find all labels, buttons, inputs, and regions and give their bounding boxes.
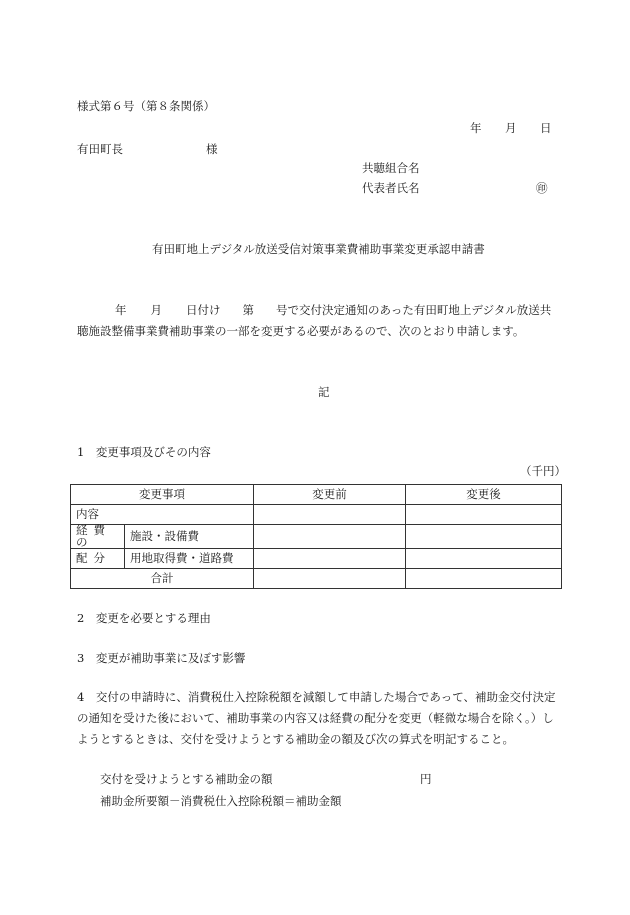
section-4-line-1: 4 交付の申請時に、消費税仕入控除税額を減額して申請した場合であって、補助金交付決定 <box>77 690 556 704</box>
unit-label: （千円） <box>520 464 566 478</box>
body-month: 月 <box>150 303 162 317</box>
content-after-cell[interactable] <box>406 505 562 525</box>
header-change-item: 変更事項 <box>71 485 254 505</box>
row-content-label: 内容 <box>71 505 254 525</box>
expense-label-top: 経費の <box>71 525 125 549</box>
total-after-cell[interactable] <box>406 569 562 589</box>
content-before-cell[interactable] <box>254 505 406 525</box>
change-table <box>70 484 562 589</box>
body-date-suffix: 日付け <box>186 303 221 317</box>
yen-unit: 円 <box>420 772 432 786</box>
body-line-1 <box>77 305 551 317</box>
expense-item-land: 用地取得費・道路費 <box>125 549 254 569</box>
body-year: 年 <box>115 303 127 317</box>
table-row <box>71 569 562 589</box>
body-number-prefix: 第 <box>242 303 254 317</box>
table-header-row <box>71 485 562 505</box>
date-month: 月 <box>505 121 517 135</box>
grant-formula: 補助金所要額－消費税仕入控除税額＝補助金額 <box>100 794 342 808</box>
representative-name-label: 代表者氏名 <box>362 181 420 195</box>
table-row <box>71 505 562 525</box>
body-line-2: 聴施設整備事業費補助事業の一部を変更する必要があるので、次のとおり申請します。 <box>77 324 525 338</box>
header-after: 変更後 <box>406 485 562 505</box>
land-after-cell[interactable] <box>406 549 562 569</box>
grant-amount-label: 交付を受けようとする補助金の額 <box>100 772 273 786</box>
addressee-honorific: 様 <box>206 142 218 156</box>
land-before-cell[interactable] <box>254 549 406 569</box>
section-4-line-3: ようとするときは、交付を受けようとする補助金の額及び次の算式を明記すること。 <box>77 732 514 746</box>
table-row <box>71 525 562 549</box>
section-3-heading: 3 変更が補助事業に及ぼす影響 <box>77 651 246 665</box>
ki-heading: 記 <box>318 385 330 399</box>
addressee-name: 有田町長 <box>77 142 123 156</box>
date-year: 年 <box>470 121 482 135</box>
section-4-line-2: の通知を受けた後において、補助事業の内容又は経費の配分を変更（軽微な場合を除く。）し <box>77 711 554 725</box>
seal-mark: ㊞ <box>536 181 548 195</box>
total-before-cell[interactable] <box>254 569 406 589</box>
section-1-heading: 1 変更事項及びその内容 <box>77 445 211 459</box>
header-before: 変更前 <box>254 485 406 505</box>
table-row <box>71 549 562 569</box>
form-number: 様式第６号（第８条関係） <box>77 99 215 113</box>
date-day: 日 <box>540 121 552 135</box>
union-name-label: 共聴組合名 <box>362 161 420 175</box>
facility-before-cell[interactable] <box>254 525 406 549</box>
expense-label-bottom: 配分 <box>71 549 125 569</box>
document-title: 有田町地上デジタル放送受信対策事業費補助事業変更承認申請書 <box>152 242 485 256</box>
facility-after-cell[interactable] <box>406 525 562 549</box>
expense-item-facility: 施設・設備費 <box>125 525 254 549</box>
body-line-1-rest: 号で交付決定通知のあった有田町地上デジタル放送共 <box>276 303 552 317</box>
section-2-heading: 2 変更を必要とする理由 <box>77 611 211 625</box>
total-label: 合計 <box>71 569 254 589</box>
